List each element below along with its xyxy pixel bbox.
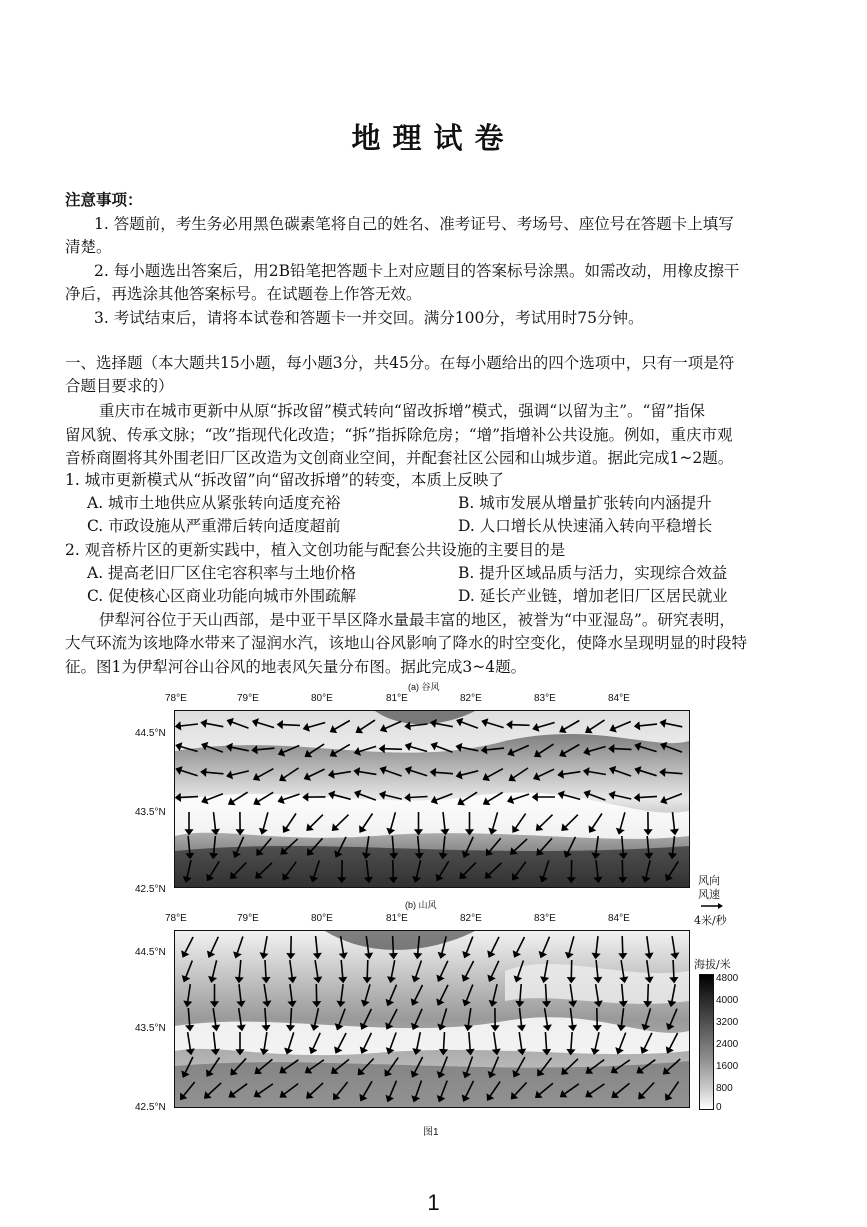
lon-tick: 82°E [460,913,482,924]
elevation-tick: 3200 [716,1017,739,1028]
lon-tick: 82°E [460,693,482,704]
panel-b-caption: (b) 山风 [405,900,437,910]
elevation-tick: 0 [716,1102,722,1113]
lon-tick: 80°E [311,693,333,704]
lat-tick: 44.5°N [135,728,166,739]
figure-caption: 图1 [423,1127,439,1138]
lon-tick: 78°E [165,693,187,704]
elevation-colorbar [699,974,714,1110]
question-2-option-b: B. 提升区域品质与活力，实现综合效益 [458,564,728,582]
notice-item-3: 3. 考试结束后，请将本试卷和答题卡一并交回。满分100分，考试用时75分钟。 [94,309,644,327]
wind-vector [393,936,394,954]
lon-tick: 81°E [386,913,408,924]
legend-wind-direction: 风向 [698,874,720,887]
lon-tick: 84°E [608,913,630,924]
wind-vector [614,749,632,750]
wind-vector [282,725,300,726]
legend-arrow-icon [700,902,724,910]
valley-wind-map [174,710,690,888]
question-1-option-a: A. 城市土地供应从紧张转向适度充裕 [87,494,341,512]
wind-vector [180,797,198,798]
lon-tick: 80°E [311,913,333,924]
notice-item-2-cont: 净后，再选涂其他答案标号。在试题卷上作答无效。 [65,285,422,303]
mountain-wind-map [174,930,690,1108]
wind-vector [393,860,394,878]
wind-vector [512,725,530,726]
question-1-option-d: D. 人口增长从快速涌入转向平稳增长 [458,517,713,535]
elevation-tick: 1600 [716,1061,739,1072]
lon-tick: 79°E [237,693,259,704]
lon-tick: 78°E [165,913,187,924]
passage-1-line: 重庆市在城市更新中从原“拆改留”模式转向“留改拆增”模式，强调“以留为主”。“留”指保 [99,402,705,420]
wind-vector [265,960,266,978]
legend-scale: 4米/秒 [694,914,727,927]
wind-vector [673,960,674,978]
question-2-option-c: C. 促使核心区商业功能向城市外围疏解 [87,587,357,605]
question-2-option-d: D. 延长产业链，增加老旧厂区居民就业 [458,587,728,605]
notice-item-2: 2. 每小题选出答案后，用2B铅笔把答题卡上对应题目的答案标号涂黑。如需改动，用橡皮擦干 [94,262,740,280]
wind-vector [367,960,368,978]
wind-vector [444,1032,445,1050]
lat-tick: 43.5°N [135,807,166,818]
question-1-stem: 1. 城市更新模式从“拆改留”向“留改拆增”的转变，本质上反映了 [65,471,504,489]
elevation-tick: 800 [716,1083,733,1094]
section-heading-cont: 合题目要求的） [65,377,174,395]
lat-tick: 43.5°N [135,1023,166,1034]
lon-tick: 83°E [534,913,556,924]
elevation-tick: 4800 [716,973,739,984]
question-2-stem: 2. 观音桥片区的更新实践中，植入文创功能与配套公共设施的主要目的是 [65,541,566,559]
lon-tick: 79°E [237,913,259,924]
elevation-tick: 4000 [716,995,739,1006]
page-title: 地理试卷 [351,121,516,155]
question-1-option-b: B. 城市发展从增量扩张转向内涵提升 [458,494,712,512]
elevation-label: 海拔/米 [694,958,731,971]
passage-1-line: 音桥商圈将其外围老旧厂区改造为文创商业空间，并配套社区公园和山城步道。据此完成1~2题。 [65,449,734,467]
elevation-tick: 2400 [716,1039,739,1050]
panel-a-caption: (a) 谷风 [408,682,440,692]
wind-vector [546,984,547,1002]
lat-tick: 42.5°N [135,884,166,895]
passage-2-line: 征。图1为伊犁河谷山谷风的地表风矢量分布图。据此完成3~4题。 [65,658,527,676]
section-heading: 一、选择题（本大题共15小题，每小题3分，共45分。在每小题给出的四个选项中，只有一项是符 [65,354,735,372]
lat-tick: 42.5°N [135,1102,166,1113]
wind-vector [622,936,623,954]
notice-item-1-cont: 清楚。 [65,238,112,256]
wind-vector [384,749,402,750]
lon-tick: 81°E [386,693,408,704]
lon-tick: 83°E [534,693,556,704]
lon-tick: 84°E [608,693,630,704]
wind-vector [291,1008,292,1026]
notice-heading: 注意事项： [65,190,143,209]
question-1-option-c: C. 市政设施从严重滞后转向适度超前 [87,517,341,535]
legend-wind-speed: 风速 [698,888,720,901]
wind-vector [410,797,428,798]
passage-2-line: 伊犁河谷位于天山西部，是中亚干旱区降水量最丰富的地区，被誉为“中亚湿岛”。研究表明， [99,611,735,629]
notice-item-1: 1. 答题前，考生务必用黑色碳素笔将自己的姓名、准考证号、考场号、座位号在答题卡上填写 [94,215,734,233]
passage-1-line: 留风貌、传承文脉；“改”指现代化改造；“拆”指拆除危房；“增”指增补公共设施。例如，重庆市观 [65,426,733,444]
lat-tick: 44.5°N [135,947,166,958]
wind-vector [648,984,649,1002]
question-2-option-a: A. 提高老旧厂区住宅容积率与土地价格 [87,564,357,582]
page-number: 1 [427,1190,440,1215]
passage-2-line: 大气环流为该地降水带来了湿润水汽，该地山谷风影响了降水的时空变化，使降水呈现明显的时段特 [65,634,748,652]
